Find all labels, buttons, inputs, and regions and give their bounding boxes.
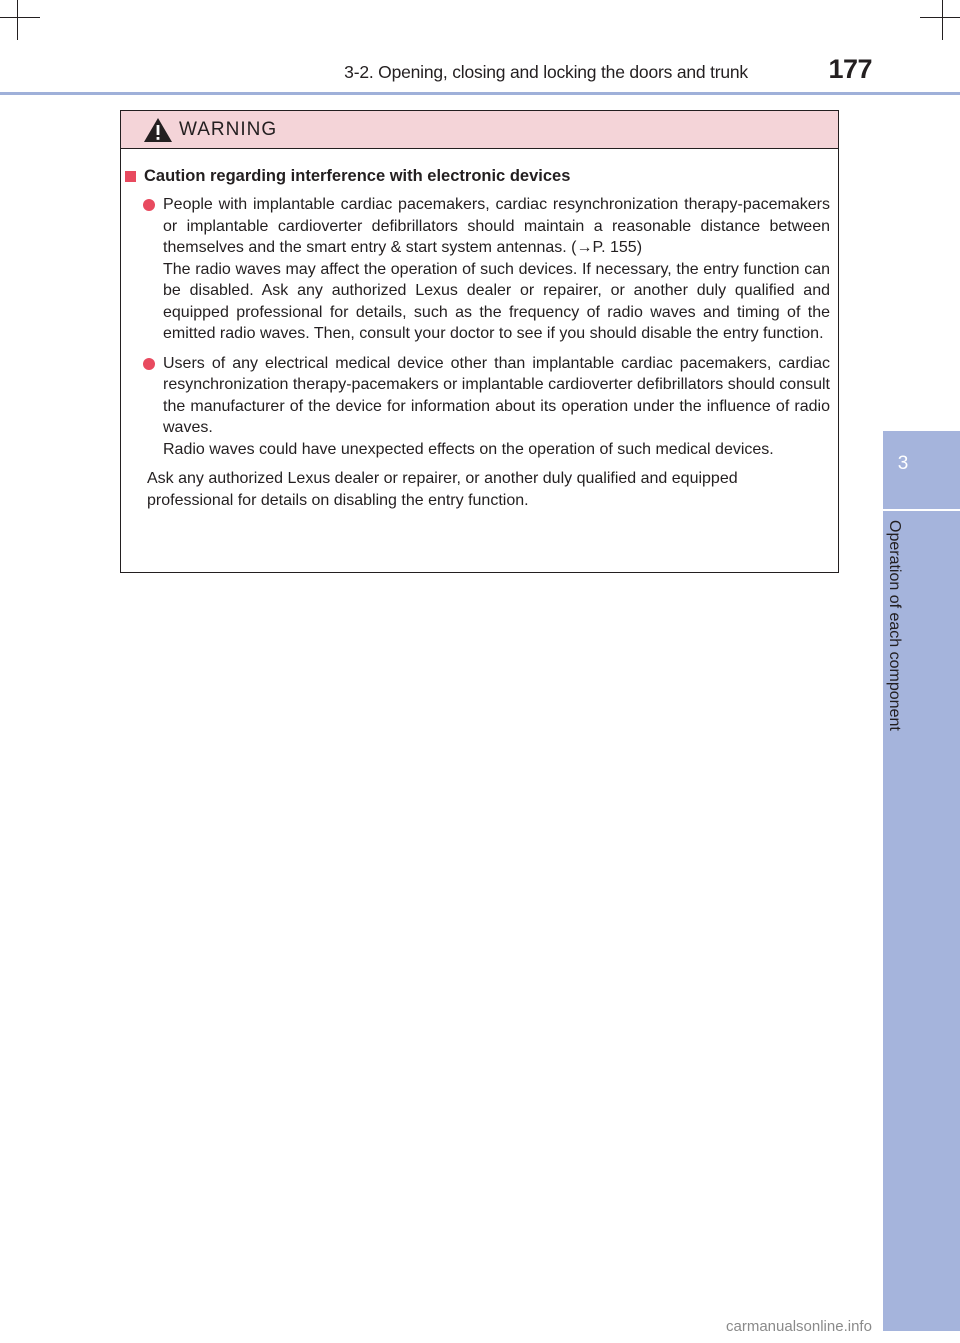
square-bullet-icon — [125, 171, 136, 182]
header-rule — [0, 92, 960, 95]
section-title: 3-2. Opening, closing and locking the doors and trunk — [344, 62, 748, 82]
list-item-text — [163, 353, 830, 461]
warning-label: WARNING — [179, 118, 278, 140]
warning-triangle-icon — [143, 117, 173, 143]
chapter-title: Operation of each component — [886, 520, 903, 731]
chapter-tab-divider — [883, 509, 960, 511]
paragraph: Users of any electrical medical device other than implantable cardiac pacemakers, cardiac resynchronization therapy-pacemakers or implantable cardioverter defibrillators should consult the manufacturer of the device for information about its operation under the influence of radio waves. — [163, 354, 830, 436]
crop-mark — [942, 0, 943, 40]
warning-header — [121, 111, 838, 149]
watermark: carmanualsonline.info — [726, 1318, 872, 1335]
page-number: 177 — [828, 54, 872, 84]
list-item — [143, 353, 830, 461]
crop-mark — [920, 17, 960, 18]
warning-subheading-text: Caution regarding interference with electronic devices — [144, 167, 571, 185]
crop-mark — [0, 17, 40, 18]
crop-mark — [17, 0, 18, 40]
warning-body — [121, 149, 838, 511]
paragraph: People with implantable cardiac pacemakers, cardiac resynchronization therapy-pacemakers or implantable cardioverter defibrillators should maintain a reasonable distance between themselves and the smart entry & start system antennas. (→P. 155) — [163, 196, 830, 256]
warning-subheading — [125, 167, 830, 186]
chapter-number: 3 — [897, 453, 909, 474]
bullet-dot-icon — [143, 358, 155, 370]
warning-box — [120, 110, 839, 573]
list-item — [143, 194, 830, 345]
list-item-text — [163, 194, 830, 345]
paragraph: The radio waves may affect the operation of such devices. If necessary, the entry function can be disabled. Ask any authorized Lexus dealer or repairer, or another duly qualified and equipped professional for details, such as the frequency of radio waves and timing of the emitted radio waves. Then, consult your doctor to see if you should disable the entry function. — [163, 260, 830, 342]
closing-paragraph: Ask any authorized Lexus dealer or repairer, or another duly qualified and equipped professional for details on disabling the entry function. — [147, 470, 738, 509]
bullet-dot-icon — [143, 199, 155, 211]
paragraph: Radio waves could have unexpected effects on the operation of such medical devices. — [163, 440, 774, 458]
